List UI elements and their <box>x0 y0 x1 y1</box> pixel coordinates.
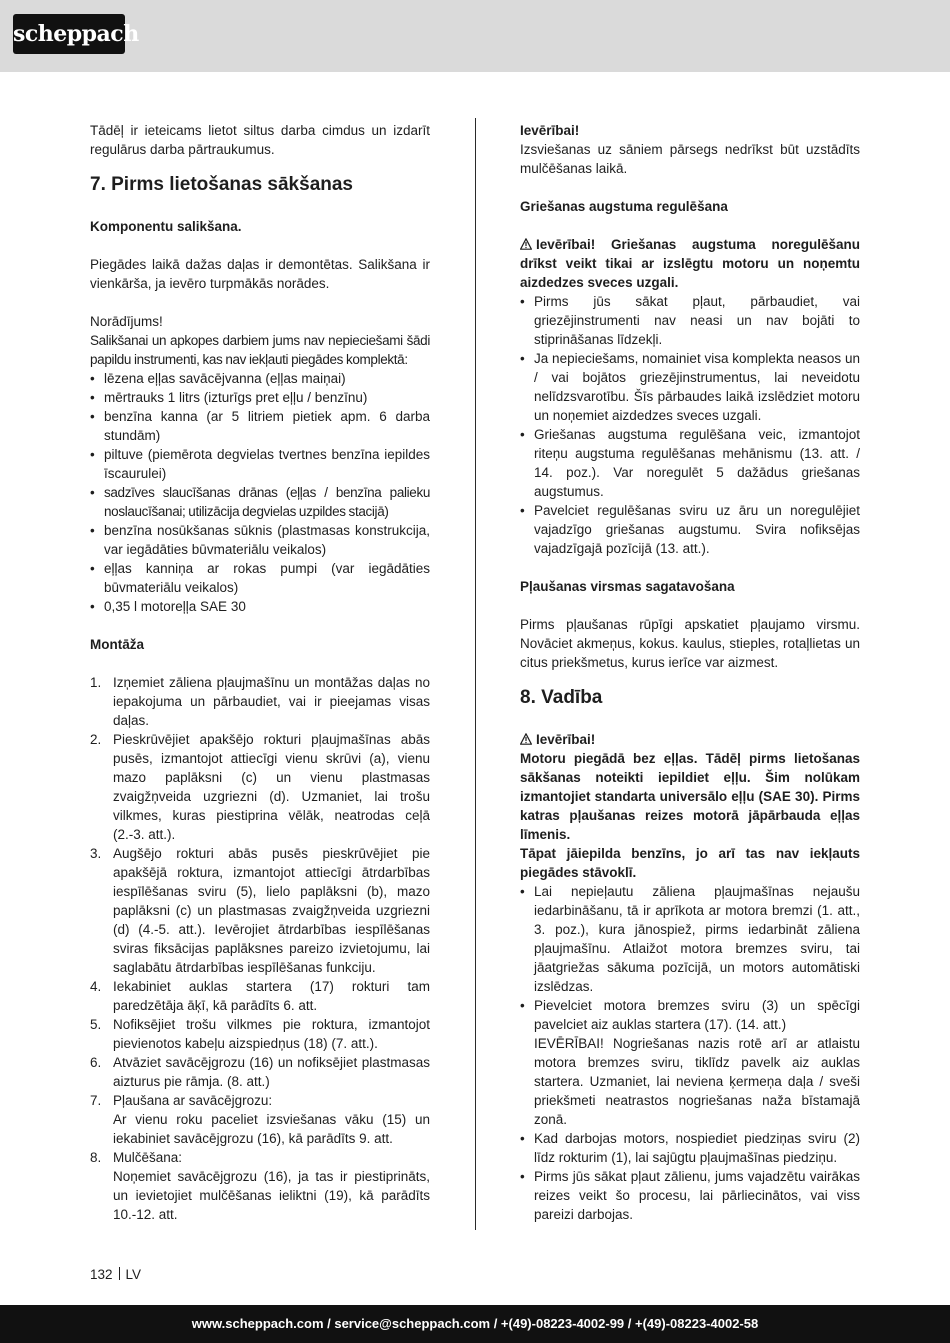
noradijums-label: Norādījums! <box>90 314 163 329</box>
griesanas-heading: Griešanas augstuma regulēšana <box>520 199 728 214</box>
montaza-heading: Montāža <box>90 637 144 652</box>
section-8-heading: 8. Vadība <box>520 687 603 708</box>
warning-icon <box>520 733 532 745</box>
list-item: 2. Pieskrūvējiet apakšējo rokturi pļaujmašīnas abās pusēs, izmantojot attiecīgi vienu skrūvi (a), vienu mazo paplāksni (c) un vienu plastmasas zvaigžņveida uzgriezni (d). Uzmaniet, lai trošu vilkmes, kuras piestiprina vēlāk, neatrodas ceļā (2.-3. att.). <box>90 732 430 842</box>
list-item: 8. Mulčēšana: Noņemiet savācējgrozu (16), ja tas ir piestiprināts, un ievietojiet mulčēšanas ieliktni (19), kā parādīts 10.-12. att. <box>90 1150 430 1222</box>
list-item: • Pirms jūs sākat pļaut, pārbaudiet, vai griezējinstrumenti nav neasi un nav bojāti to stiprināšanas līdzekļi. <box>520 292 860 349</box>
list-item: • Kad darbojas motors, nospiediet piedziņas sviru (2) līdz rokturim (1), lai sajūgtu pļaujmašīnas piedziņu. <box>520 1129 860 1167</box>
oil-warning-paragraph: Motoru piegādā bez eļļas. Tādēļ pirms lietošanas sākšanas noteikti iepildiet eļļu. Šim nolūkam izmantojiet standarta universālo eļļu (SAE 30). Pirms katras pļaušanas reizes motorā jāpārbauda eļļas līmenis. <box>520 751 860 842</box>
list-item: 3. Augšējo rokturi abās pusēs pieskrūvējiet pie apakšējā roktura, izmantojot attiecīgi ātrdarbības iespīlēšanas sviru (5), lielo paplāksni (b), mazo paplāksni (c) un plastmasas zvaigžņveida uzgriezni (d) (4.-5. att.). Ievērojiet ātrdarbības iespīlēšanas sviras fiksācijas paplāksnes pareizo izvietojumu, lai saglabātu ātrdarbības iespīlēšanas funkciju. <box>90 846 430 975</box>
plausanas-paragraph: Pirms pļaušanas rūpīgi apskatiet pļaujamo virsmu. Novāciet akmeņus, kokus. kaulus, stieples, rotaļlietas un citus priekšmetus, kurus ierīce var aizmest. <box>520 617 860 670</box>
column-divider <box>475 118 476 1230</box>
list-item: 5. Nofiksējiet trošu vilkmes pie roktura, izmantojot pievienotos kabeļu aizspiedņus (18) (7. att.). <box>90 1017 430 1051</box>
right-column <box>520 121 860 1224</box>
list-item: • Pirms jūs sākat pļaut zālienu, jums vajadzētu vairākas reizes veikt šo procesu, lai pārliecinātos, vai viss pareizi darbojas. <box>520 1167 860 1224</box>
section-7-heading: 7. Pirms lietošanas sākšanas <box>90 174 353 195</box>
contact-info: www.scheppach.com / service@scheppach.com / +(49)-08223-4002-99 / +(49)-08223-4002-58 <box>191 1316 759 1331</box>
contact-bar <box>0 1305 950 1343</box>
vadiba-list <box>520 882 860 1224</box>
plausanas-heading: Pļaušanas virsmas sagatavošana <box>520 579 735 594</box>
ieveribai-warning-label: Ievērībai! <box>520 730 860 749</box>
list-item: • Pievelciet motora bremzes sviru (3) un spēcīgi pavelciet aiz auklas startera (17). (14. att.) IEVĒRĪBAI! Nogriešanas nazis rotē arī ar atlaistu motora bremzes sviru, tiklīdz pavelk aiz auklas startera. Uzmaniet, lai neviena ķermeņa daļa / sveši priekšmeti neatrastos nogriešanas naža bīstamajā zonā. <box>520 996 860 1129</box>
warning-icon <box>520 238 532 250</box>
list-item: 7. Pļaušana ar savācējgrozu: Ar vienu roku paceliet izsviešanas vāku (15) un iekabiniet savācējgrozu (16), kā parādīts 9. att. <box>90 1093 430 1146</box>
griesanas-list <box>520 292 860 558</box>
list-item: • benzīna kanna (ar 5 litriem pietiek apm. 6 darba stundām) <box>90 407 430 445</box>
list-item: • Griešanas augstuma regulēšana veic, izmantojot riteņu augstuma regulēšanas mehānismu (13. att. / 14. poz.). Var noregulēt 5 dažādus griešanas augstumus. <box>520 425 860 501</box>
noradijums-paragraph: Salikšanai un apkopes darbiem jums nav nepieciešami šādi papildu instrumenti, kas nav iekļauti piegādes komplektā: <box>90 333 430 367</box>
list-item: • Lai nepieļautu zāliena pļaujmašīnas nejaušu iedarbināšanu, tā ir aprīkota ar motora bremzi (1. att., 3. poz.), kura jānospiež, pirms iedarbināt zāliena pļaujmašīnu. Atlaižot motora bremzes sviru, tai jāatgriežas sākuma pozīcijā, un motors automātiski izslēdzas. <box>520 882 860 996</box>
fuel-warning-paragraph: Tāpat jāiepilda benzīns, jo arī tas nav iekļauts piegādes stāvoklī. <box>520 846 860 880</box>
komponentu-paragraph: Piegādes laikā dažas daļas ir demontētas. Salikšana ir vienkārša, ja ievēro turpmākās norādes. <box>90 257 430 291</box>
list-item: • mērtrauks 1 litrs (izturīgs pret eļļu / benzīnu) <box>90 388 430 407</box>
griesanas-warning: Ievērībai! Griešanas augstuma noregulēšanu drīkst veikt tikai ar izslēgtu motoru un noņemtu aizdedzes sveces uzgali. <box>520 237 860 290</box>
list-item: 1. Izņemiet zāliena pļaujmašīnu un montāžas daļas no iepakojuma un pārbaudiet, vai ir pieejamas visas daļas. <box>90 675 430 728</box>
list-item: • Pavelciet regulēšanas sviru uz āru un noregulējiet vajadzīgo griešanas augstumu. Svira nofiksējas vajadzīgajā pozīcijā (13. att.). <box>520 501 860 558</box>
list-item: • 0,35 l motoreļļa SAE 30 <box>90 597 430 616</box>
tools-list <box>90 369 430 616</box>
list-item: • eļļas kanniņa ar rokas pumpi (var iegādāties būvmateriālu veikalos) <box>90 559 430 597</box>
page-number: 132 <box>90 1267 113 1282</box>
list-item: • benzīna nosūkšanas sūknis (plastmasas konstrukcija, var iegādāties būvmateriālu veikalos) <box>90 521 430 559</box>
list-item: • lēzena eļļas savācējvanna (eļļas maiņai) <box>90 369 430 388</box>
assembly-steps <box>90 673 430 1224</box>
ieveribai-paragraph: Izsviešanas uz sāniem pārsegs nedrīkst būt uzstādīts mulčēšanas laikā. <box>520 142 860 176</box>
list-item: • sadzīves slaucīšanas drānas (eļļas / benzīna palieku noslaucīšanai; utilizācija degvielas uzpildes stacijā) <box>90 483 430 521</box>
intro-paragraph: Tādēļ ir ieteicams lietot siltus darba cimdus un izdarīt regulārus darba pārtraukumus. <box>90 123 430 157</box>
page-footer <box>90 1265 141 1284</box>
list-item: 4. Iekabiniet auklas startera (17) rokturi tam paredzētāja āķī, kā parādīts 6. att. <box>90 979 430 1013</box>
header-bar <box>0 0 950 72</box>
divider <box>119 1267 120 1280</box>
list-item: 6. Atvāziet savācējgrozu (16) un nofiksējiet plastmasas aizturus pie rāmja. (8. att.) <box>90 1055 430 1089</box>
komponentu-heading: Komponentu salikšana. <box>90 219 242 234</box>
brand-logo: scheppach <box>13 14 125 54</box>
language-code: LV <box>125 1267 142 1282</box>
list-item: • Ja nepieciešams, nomainiet visa komplekta neasos un / vai bojātos griezējinstrumentus, lai neveidotu nelīdzsvarotību. Šīs pārbaudes laikā izslēdziet motoru un noņemiet aizdedzes sveces uzgali. <box>520 349 860 425</box>
ieveribai-label: Ievērībai! <box>520 123 580 138</box>
left-column <box>90 121 430 1224</box>
list-item: • piltuve (piemērota degvielas tvertnes benzīna iepildes īscaurulei) <box>90 445 430 483</box>
